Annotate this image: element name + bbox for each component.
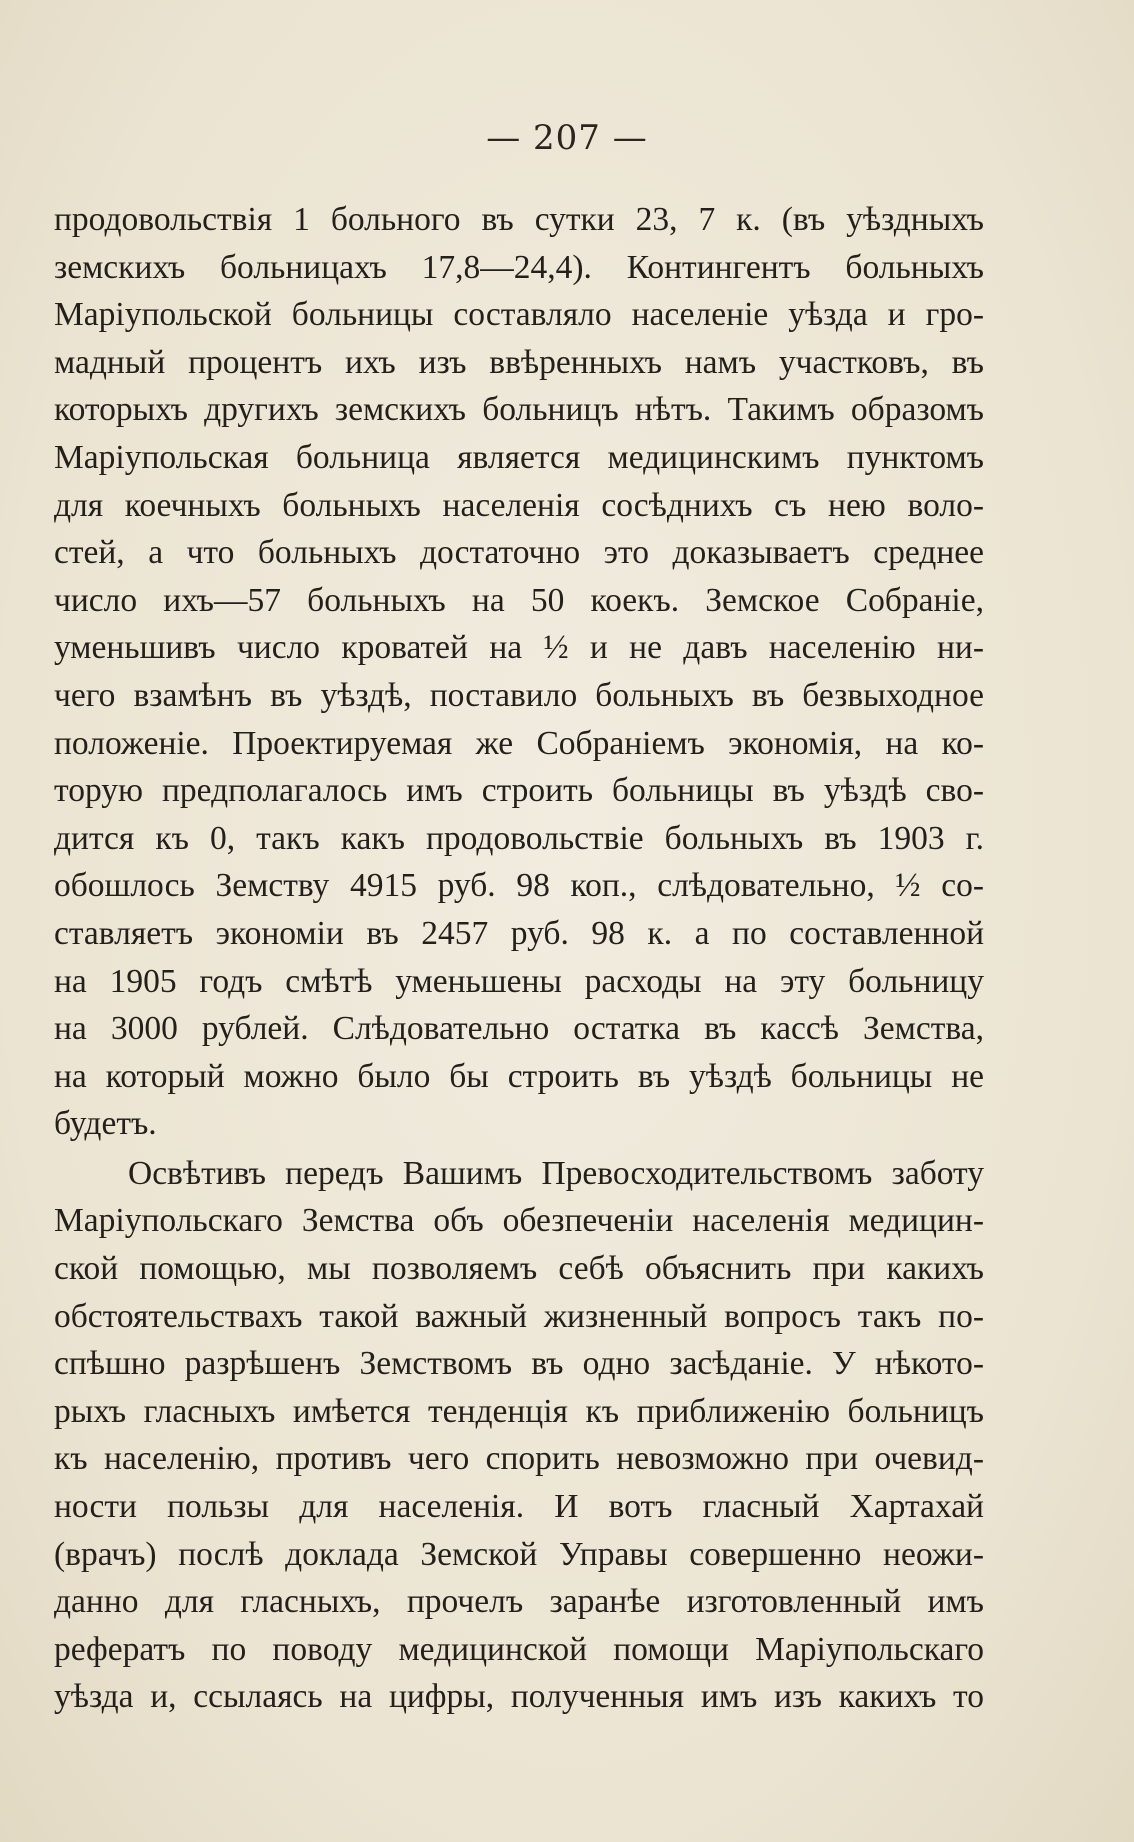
text-line: ской помощью, мы позволяемъ себѣ объяснить при какихъ xyxy=(54,1250,984,1288)
text-line: на 3000 рублей. Слѣдовательно остатка въ кассѣ Земства, xyxy=(54,1010,984,1048)
text-line: будетъ. xyxy=(54,1105,157,1143)
text-line: положеніе. Проектируемая же Собраніемъ экономія, на ко- xyxy=(54,724,984,762)
text-line: ставляетъ экономіи въ 2457 руб. 98 к. а по составленной xyxy=(54,914,984,952)
paragraph xyxy=(54,196,984,1148)
paragraph xyxy=(54,1150,984,1721)
text-line: рефератъ по поводу медицинской помощи Маріупольскаго xyxy=(54,1630,984,1668)
text-line: для коечныхъ больныхъ населенія сосѣднихъ съ нею воло- xyxy=(54,486,984,524)
text-line: которыхъ другихъ земскихъ больницъ нѣтъ. Такимъ образомъ xyxy=(54,391,984,429)
text-line: число ихъ—57 больныхъ на 50 коекъ. Земское Собраніе, xyxy=(54,581,984,619)
page-number: — 207 — xyxy=(486,118,648,158)
text-line: дится къ 0, такъ какъ продовольствіе больныхъ въ 1903 г. xyxy=(54,819,984,857)
text-line: обошлось Земству 4915 руб. 98 коп., слѣдовательно, ½ со- xyxy=(54,867,984,905)
text-line: на который можно было бы строить въ уѣздѣ больницы не xyxy=(54,1057,984,1095)
text-line: ности пользы для населенія. И вотъ гласный Хартахай xyxy=(54,1488,984,1526)
text-line: уменьшивъ число кроватей на ½ и не давъ населенію ни- xyxy=(54,629,984,667)
text-line: уѣзда и, ссылаясь на цифры, полученныя имъ изъ какихъ то xyxy=(54,1678,984,1716)
text-line: данно для гласныхъ, прочелъ заранѣе изготовленный имъ xyxy=(54,1583,984,1621)
body-text xyxy=(54,196,984,1721)
text-line: Освѣтивъ передъ Вашимъ Превосходительствомъ заботу xyxy=(128,1154,984,1192)
text-line: Маріупольскаго Земства объ обезпеченіи населенія медицин- xyxy=(54,1202,984,1240)
text-line: продовольствія 1 больного въ сутки 23, 7 к. (въ уѣздныхъ xyxy=(54,201,984,238)
text-line: торую предполагалось имъ строить больницы въ уѣздѣ сво- xyxy=(54,772,984,810)
text-line: Маріупольской больницы составляло населеніе уѣзда и гро- xyxy=(54,296,984,334)
text-line: земскихъ больницахъ 17,8—24,4). Контингентъ больныхъ xyxy=(54,248,984,286)
text-line: мадный процентъ ихъ изъ ввѣренныхъ намъ участковъ, въ xyxy=(54,343,984,381)
text-line: спѣшно разрѣшенъ Земствомъ въ одно засѣданіе. У нѣкото- xyxy=(54,1345,984,1383)
text-line: чего взамѣнъ въ уѣздѣ, поставило больныхъ въ безвыходное xyxy=(54,676,984,714)
text-line: къ населенію, противъ чего спорить невозможно при очевид- xyxy=(54,1440,984,1478)
text-line: на 1905 годъ смѣтѣ уменьшены расходы на эту больницу xyxy=(54,962,984,1000)
text-line: рыхъ гласныхъ имѣется тенденція къ приближенію больницъ xyxy=(54,1392,984,1430)
text-line: (врачъ) послѣ доклада Земской Управы совершенно неожи- xyxy=(54,1535,984,1573)
text-line: обстоятельствахъ такой важный жизненный вопросъ такъ по- xyxy=(54,1297,984,1335)
text-line: стей, а что больныхъ достаточно это доказываетъ среднее xyxy=(54,534,984,572)
text-line: Маріупольская больница является медицинскимъ пунктомъ xyxy=(54,438,984,476)
